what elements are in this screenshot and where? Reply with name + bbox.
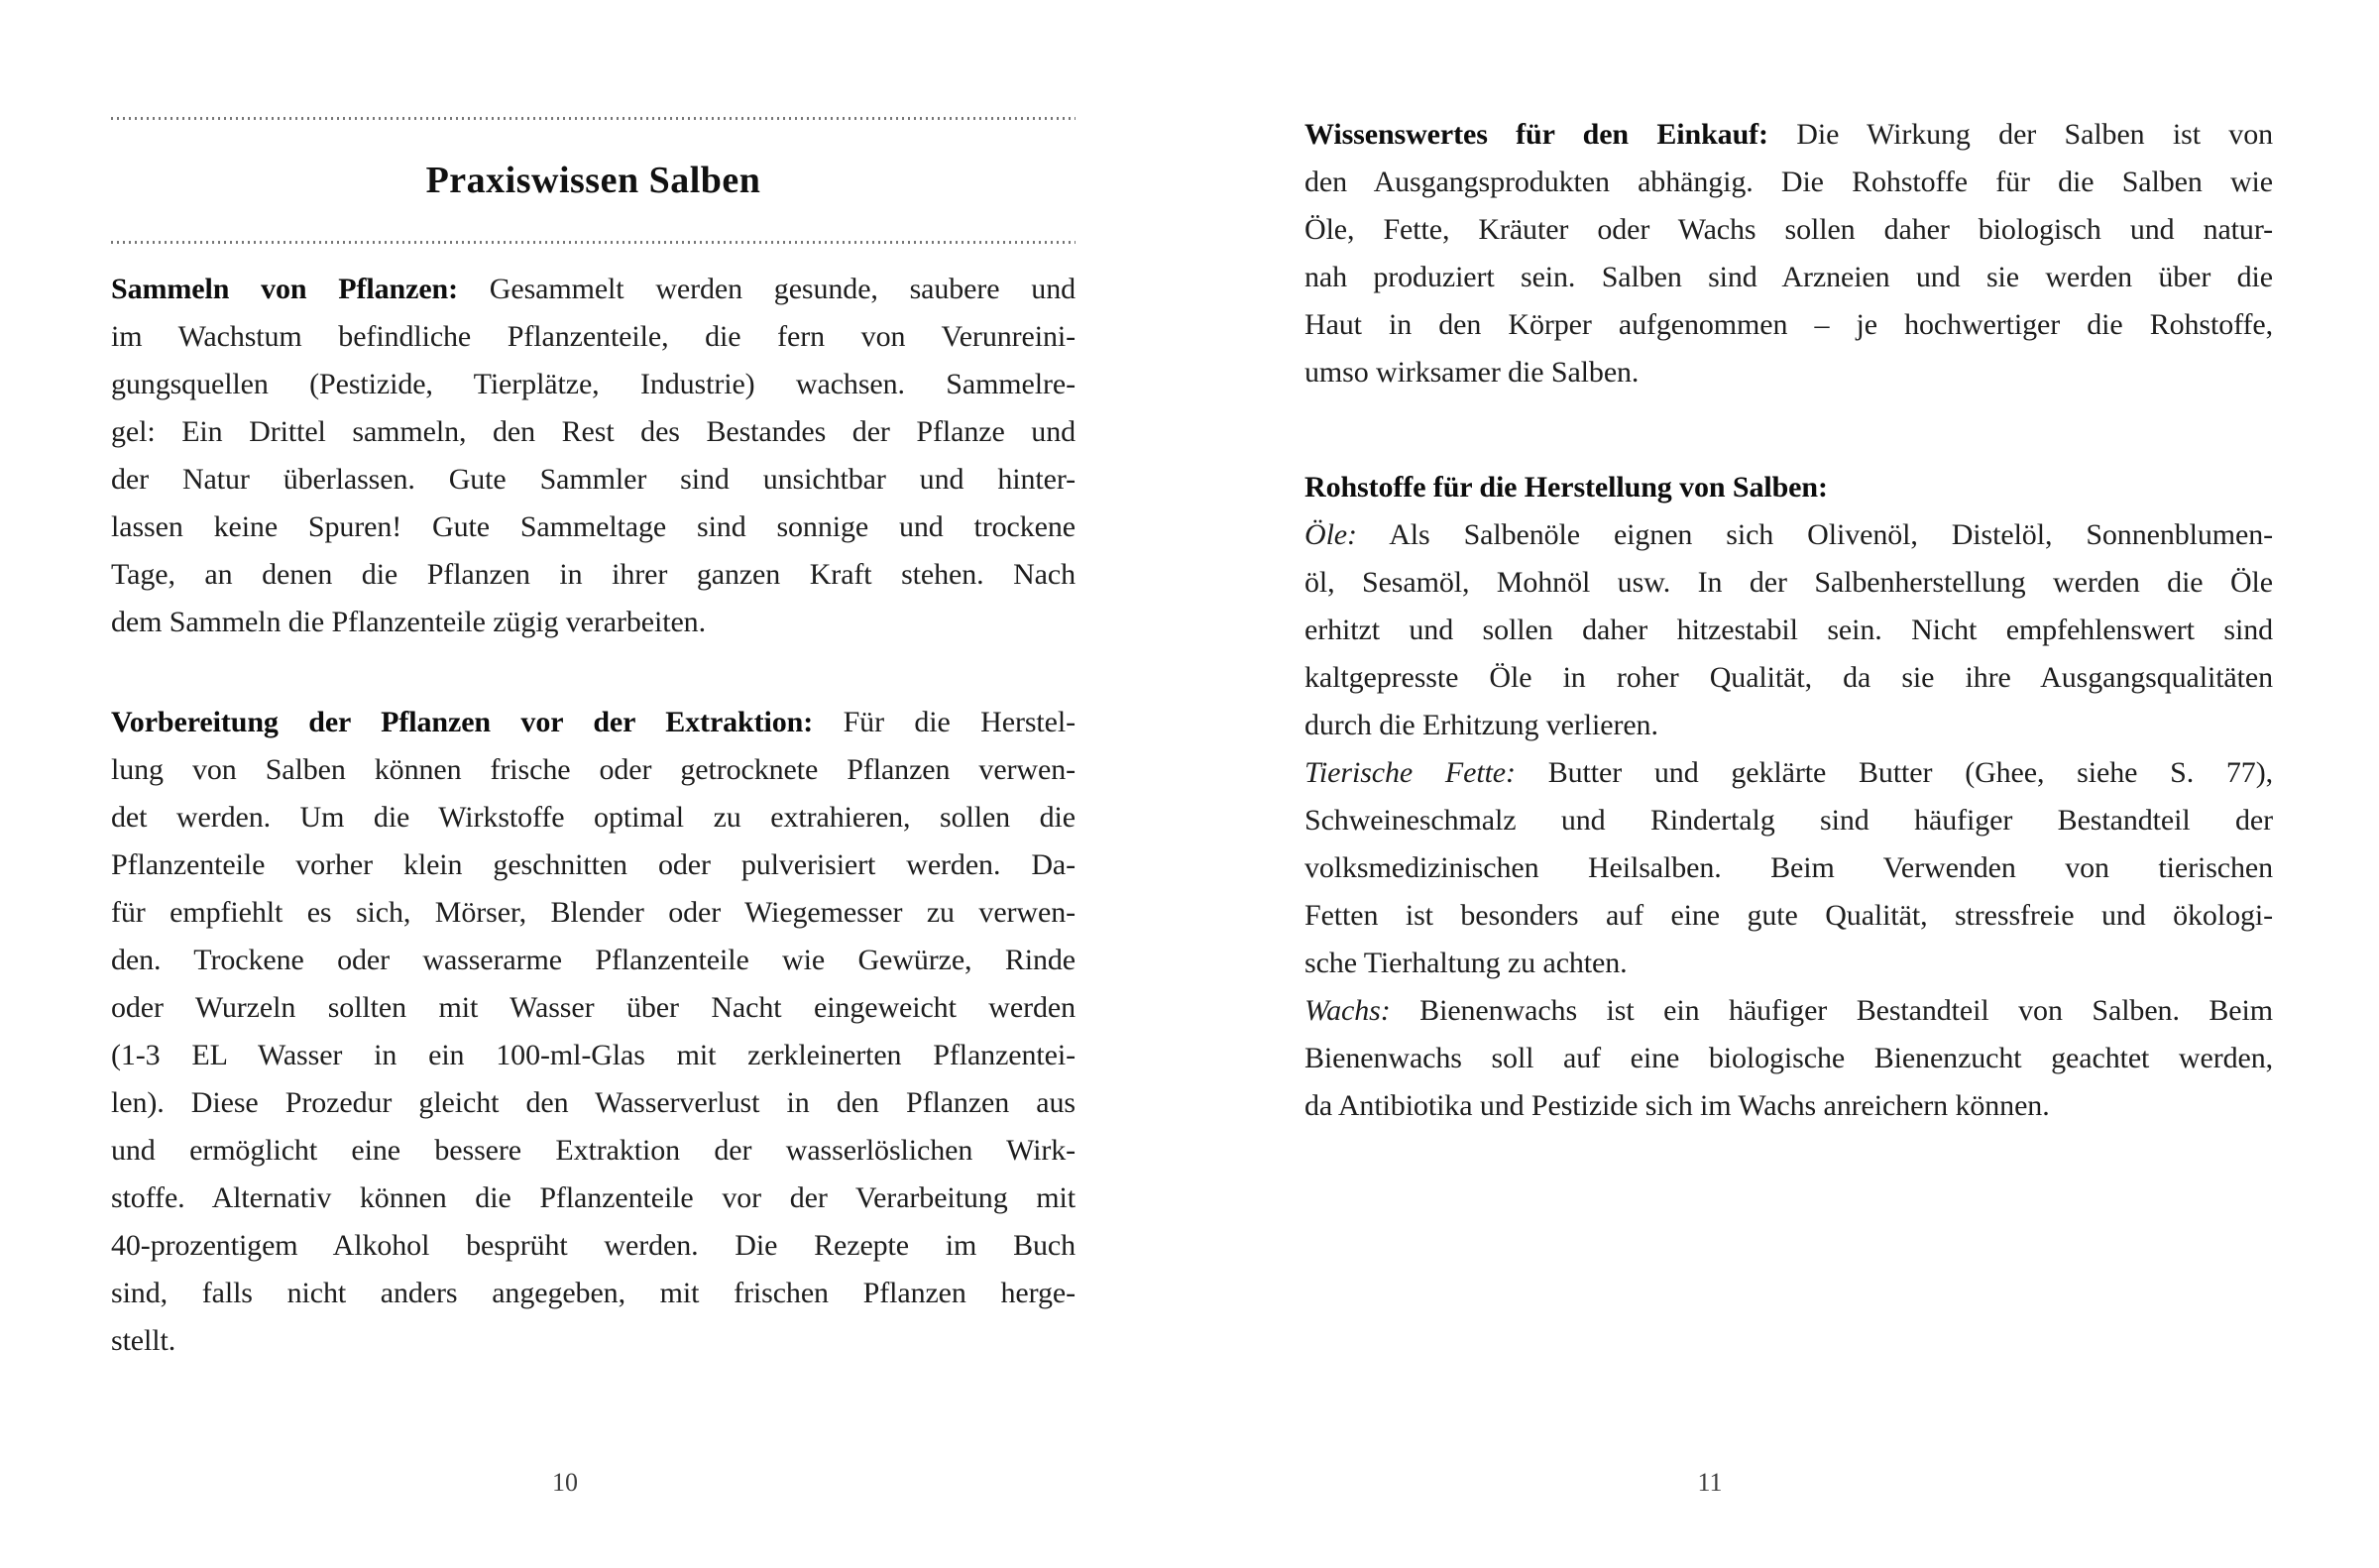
subsection-wachs <box>1304 987 2273 1130</box>
paragraph-lead: Vorbereitung der Pflanzen vor der Extraktion: <box>111 706 814 738</box>
text-line: da Antibiotika und Pestizide sich im Wachs anreichern können. <box>1304 1089 2050 1122</box>
paragraph-lead: Wissenswertes für den Einkauf: <box>1304 118 1768 151</box>
text-line <box>1304 987 2273 1035</box>
text-line: stoffe. Alternativ können die Pflanzenteile vor der Verarbeitung mit <box>111 1181 1076 1214</box>
text-line: der Natur überlassen. Gute Sammler sind unsichtbar und hinter- <box>111 463 1076 496</box>
subsection-lead: Wachs: <box>1304 994 1391 1027</box>
paragraph-vorbereitung <box>111 699 1076 1365</box>
subsection-oele <box>1304 511 2273 749</box>
text-line: Pflanzenteile vorher klein geschnitten oder pulverisiert werden. Da- <box>111 848 1076 881</box>
subsection-tierische-fette <box>1304 749 2273 987</box>
paragraph-wissenswertes <box>1304 111 2273 396</box>
section-heading: Rohstoffe für die Herstellung von Salben: <box>1304 471 1828 504</box>
paragraph-lead: Sammeln von Pflanzen: <box>111 273 459 305</box>
text-line <box>1304 749 2273 797</box>
text-run: Für die Herstel- <box>813 706 1076 738</box>
text-line: dem Sammeln die Pflanzenteile zügig verarbeiten. <box>111 606 706 638</box>
text-line: sind, falls nicht anders angegeben, mit frischen Pflanzen herge- <box>111 1277 1076 1309</box>
text-line: 40-prozentigem Alkohol besprüht werden. Die Rezepte im Buch <box>111 1229 1076 1262</box>
section-rohstoffe <box>1304 464 2273 1130</box>
text-line: für empfiehlt es sich, Mörser, Blender oder Wiegemesser zu verwen- <box>111 896 1076 929</box>
text-line <box>1304 511 2273 559</box>
text-line <box>1304 111 2273 159</box>
text-run: Butter und geklärte Butter (Ghee, siehe S. 77), <box>1515 756 2273 789</box>
text-run: Als Salbenöle eignen sich Olivenöl, Distelöl, Sonnenblumen- <box>1356 518 2273 551</box>
text-line: oder Wurzeln sollten mit Wasser über Nacht eingeweicht werden <box>111 991 1076 1024</box>
text-line: den. Trockene oder wasserarme Pflanzenteile wie Gewürze, Rinde <box>111 944 1076 976</box>
text-line: Fetten ist besonders auf eine gute Qualität, stressfreie und ökologi- <box>1304 899 2273 932</box>
text-line: erhitzt und sollen daher hitzestabil sein. Nicht empfehlenswert sind <box>1304 614 2273 646</box>
text-line: gungsquellen (Pestizide, Tierplätze, Industrie) wachsen. Sammelre- <box>111 368 1076 400</box>
text-line: umso wirksamer die Salben. <box>1304 356 1640 389</box>
text-line: im Wachstum befindliche Pflanzenteile, die fern von Verunreini- <box>111 320 1076 353</box>
text-line: stellt. <box>111 1324 176 1357</box>
page-number-left: 10 <box>552 1468 578 1497</box>
text-line: kaltgepresste Öle in roher Qualität, da sie ihre Ausgangsqualitäten <box>1304 661 2273 694</box>
left-page <box>111 0 1076 1365</box>
dotted-divider-bottom <box>111 241 1076 244</box>
text-line: Bienenwachs soll auf eine biologische Bienenzucht geachtet werden, <box>1304 1042 2273 1074</box>
text-run: Die Wirkung der Salben ist von <box>1767 118 2273 151</box>
subsection-lead: Öle: <box>1304 518 1357 551</box>
text-line: volksmedizinischen Heilsalben. Beim Verwenden von tierischen <box>1304 851 2273 884</box>
text-line: Haut in den Körper aufgenommen – je hochwertiger die Rohstoffe, <box>1304 308 2273 341</box>
text-line: und ermöglicht eine bessere Extraktion der wasserlöslichen Wirk- <box>111 1134 1076 1167</box>
text-line: Öle, Fette, Kräuter oder Wachs sollen daher biologisch und natur- <box>1304 213 2273 246</box>
text-line: len). Diese Prozedur gleicht den Wasserverlust in den Pflanzen aus <box>111 1086 1076 1119</box>
text-line: öl, Sesamöl, Mohnöl usw. In der Salbenherstellung werden die Öle <box>1304 566 2273 599</box>
text-line <box>111 266 1076 313</box>
text-line: lassen keine Spuren! Gute Sammeltage sind sonnige und trockene <box>111 510 1076 543</box>
paragraph-sammeln <box>111 266 1076 646</box>
text-run: Bienenwachs ist ein häufiger Bestandteil von Salben. Beim <box>1390 994 2273 1027</box>
text-line: (1-3 EL Wasser in ein 100-ml-Glas mit zerkleinerten Pflanzentei- <box>111 1039 1076 1071</box>
right-page <box>1304 0 2273 1130</box>
subsection-lead: Tierische Fette: <box>1304 756 1516 789</box>
page-number-right: 11 <box>1697 1468 1723 1497</box>
dotted-divider-top <box>111 117 1076 120</box>
text-line: den Ausgangsprodukten abhängig. Die Rohstoffe für die Salben wie <box>1304 166 2273 198</box>
text-line: Tage, an denen die Pflanzen in ihrer ganzen Kraft stehen. Nach <box>111 558 1076 591</box>
text-line: det werden. Um die Wirkstoffe optimal zu extrahieren, sollen die <box>111 801 1076 834</box>
text-line: Schweineschmalz und Rindertalg sind häufiger Bestandteil der <box>1304 804 2273 837</box>
text-line: nah produziert sein. Salben sind Arzneien und sie werden über die <box>1304 261 2273 293</box>
text-line: durch die Erhitzung verlieren. <box>1304 709 1658 741</box>
text-run: Gesammelt werden gesunde, saubere und <box>458 273 1076 305</box>
text-line: lung von Salben können frische oder getrocknete Pflanzen verwen- <box>111 753 1076 786</box>
text-line: sche Tierhaltung zu achten. <box>1304 947 1628 979</box>
text-line: gel: Ein Drittel sammeln, den Rest des Bestandes der Pflanze und <box>111 415 1076 448</box>
text-line <box>111 699 1076 746</box>
chapter-title: Praxiswissen Salben <box>425 160 761 201</box>
